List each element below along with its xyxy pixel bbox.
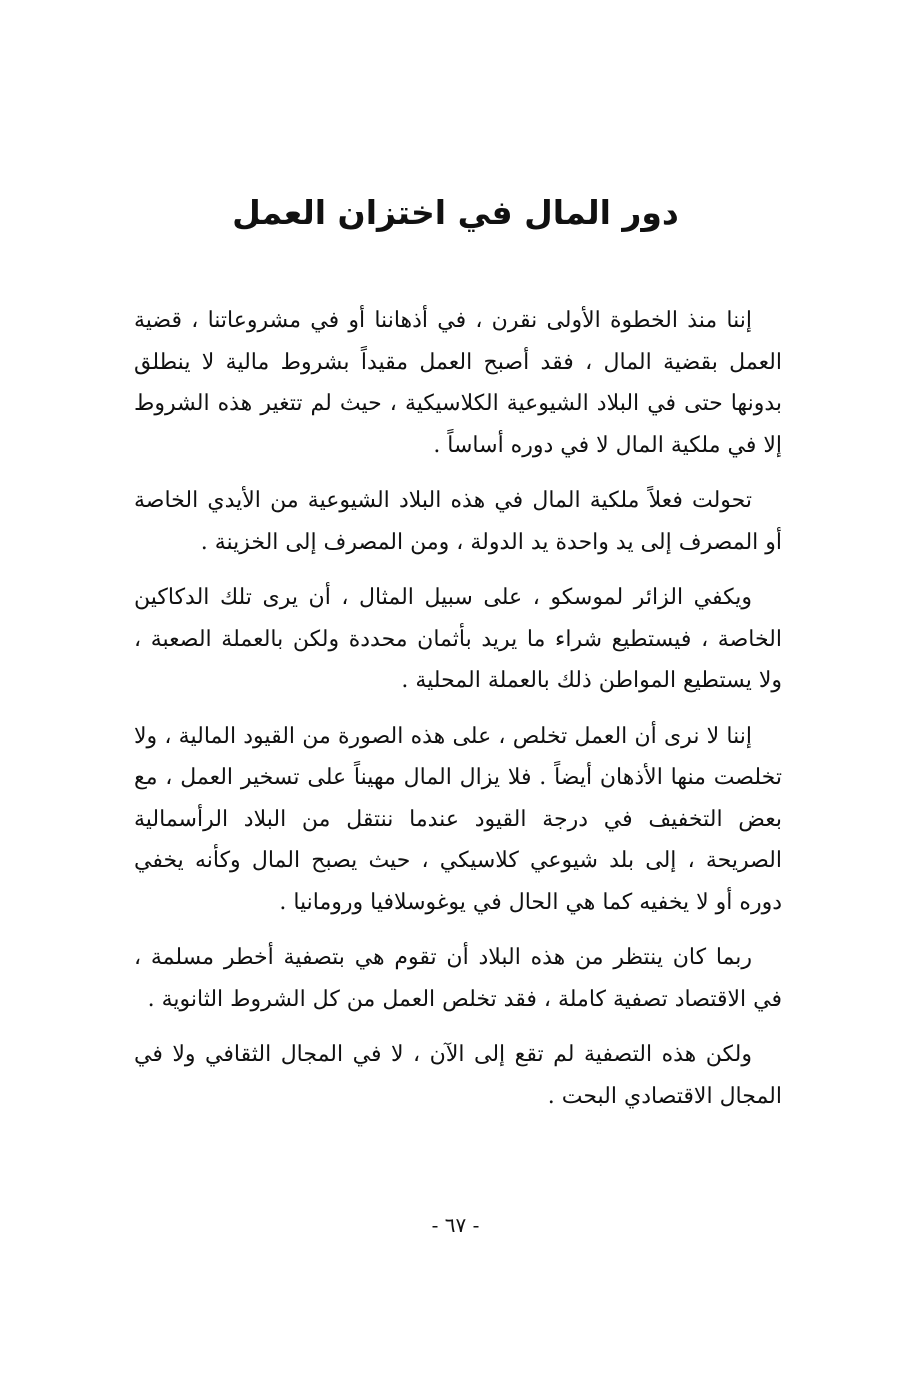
paragraph: إننا منذ الخطوة الأولى نقرن ، في أذهاننا أو في مشروعاتنا ، قضية العمل بقضية المال ، فقد أصبح العمل مقيداً بشروط مالية لا ينطلق بدونها حتى في البلاد الشيوعية الكلاسيكية ، حيث لم تتغير هذه الشروط إلا في ملكية المال لا في دوره أساساً . (134, 308, 782, 458)
paragraph: ربما كان ينتظر من هذه البلاد أن تقوم هي بتصفية أخطر مسلمة ، في الاقتصاد تصفية كاملة ، فقد تخلص العمل من كل الشروط الثانوية . (134, 945, 782, 1012)
paragraph: إننا لا نرى أن العمل تخلص ، على هذه الصورة من القيود المالية ، ولا تخلصت منها الأذهان أيضاً . فلا يزال المال مهيناً على تسخير العمل ، مع بعض التخفيف في درجة القيود عندما ننتقل من البلاد الرأسمالية الصريحة ، إلى بلد شيوعي كلاسيكي ، حيث يصبح المال وكأنه يخفي دوره أو لا يخفيه كما هي الحال في يوغوسلافيا ورومانيا . (134, 723, 782, 915)
paragraph: ويكفي الزائر لموسكو ، على سبيل المثال ، أن يرى تلك الدكاكين الخاصة ، فيستطيع شراء ما يريد بأثمان محددة ولكن بالعملة الصعبة ، ولا يستطيع المواطن ذلك بالعملة المحلية . (134, 585, 782, 693)
paragraph: ولكن هذه التصفية لم تقع إلى الآن ، لا في المجال الثقافي ولا في المجال الاقتصادي البحت . (134, 1042, 782, 1109)
page-number: - ٦٧ - (431, 1213, 480, 1237)
paragraph: تحولت فعلاً ملكية المال في هذه البلاد الشيوعية من الأيدي الخاصة أو المصرف إلى يد واحدة يد الدولة ، ومن المصرف إلى الخزينة . (134, 488, 782, 555)
body-text (134, 300, 782, 1131)
chapter-title: دور المال في اختزان العمل (232, 193, 679, 232)
